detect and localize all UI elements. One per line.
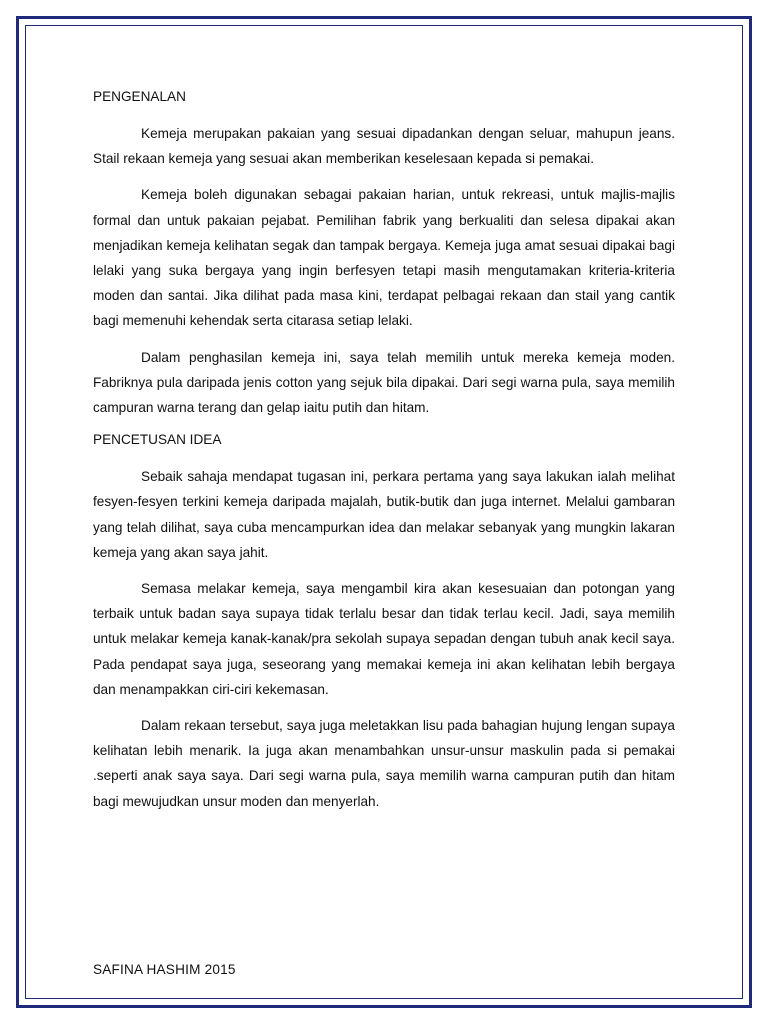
- paragraph: Kemeja boleh digunakan sebagai pakaian harian, untuk rekreasi, untuk majlis-majlis formal dan untuk pakaian pejabat. Pemilihan fabrik yang berkualiti dan selesa dipakai akan menjadikan kemeja kelihatan segak dan tampak bergaya. Kemeja juga amat sesuai dipakai bagi lelaki yang suka bergaya yang ingin berfesyen tetapi masih mengutamakan kriteria-kriteria moden dan santai. Jika dilihat pada masa kini, terdapat pelbagai rekaan dan stail yang cantik bagi memenuhi kehendak serta citarasa setiap lelaki.: [93, 187, 675, 329]
- page-footer: SAFINA HASHIM 2015: [93, 962, 236, 977]
- paragraph: Sebaik sahaja mendapat tugasan ini, perkara pertama yang saya lakukan ialah melihat fesyen-fesyen terkini kemeja daripada majalah, butik-butik dan juga internet. Melalui gambaran yang telah dilihat, saya cuba mencampurkan idea dan melakar sebanyak yang mungkin lakaran kemeja yang akan saya jahit.: [93, 469, 675, 560]
- section-heading-pencetusan-idea: PENCETUSAN IDEA: [93, 432, 222, 448]
- paragraph: Semasa melakar kemeja, saya mengambil kira akan kesesuaian dan potongan yang terbaik untuk badan saya supaya tidak terlalu besar dan tidak terlau kecil. Jadi, saya memilih untuk melakar kemeja kanak-kanak/pra sekolah supaya sepadan dengan tubuh anak kecil saya. Pada pendapat saya juga, seseorang yang memakai kemeja ini akan kelihatan lebih bergaya dan menampakkan ciri-ciri kekemasan.: [93, 581, 675, 697]
- paragraph: Dalam penghasilan kemeja ini, saya telah memilih untuk mereka kemeja moden. Fabriknya pula daripada jenis cotton yang sejuk bila dipakai. Dari segi warna pula, saya memilih campuran warna terang dan gelap iaitu putih dan hitam.: [93, 349, 675, 416]
- paragraph: Kemeja merupakan pakaian yang sesuai dipadankan dengan seluar, mahupun jeans. Stail rekaan kemeja yang sesuai akan memberikan keselesaan kepada si pemakai.: [93, 126, 675, 167]
- paragraph: Dalam rekaan tersebut, saya juga meletakkan lisu pada bahagian hujung lengan supaya kelihatan lebih menarik. Ia juga akan menambahkan unsur-unsur maskulin pada si pemakai .seperti anak saya saya. Dari segi warna pula, saya memilih warna campuran putih dan hitam bagi mewujudkan unsur moden dan menyerlah.: [93, 718, 675, 809]
- document-body: [93, 86, 675, 825]
- section-heading-pengenalan: PENGENALAN: [93, 89, 186, 104]
